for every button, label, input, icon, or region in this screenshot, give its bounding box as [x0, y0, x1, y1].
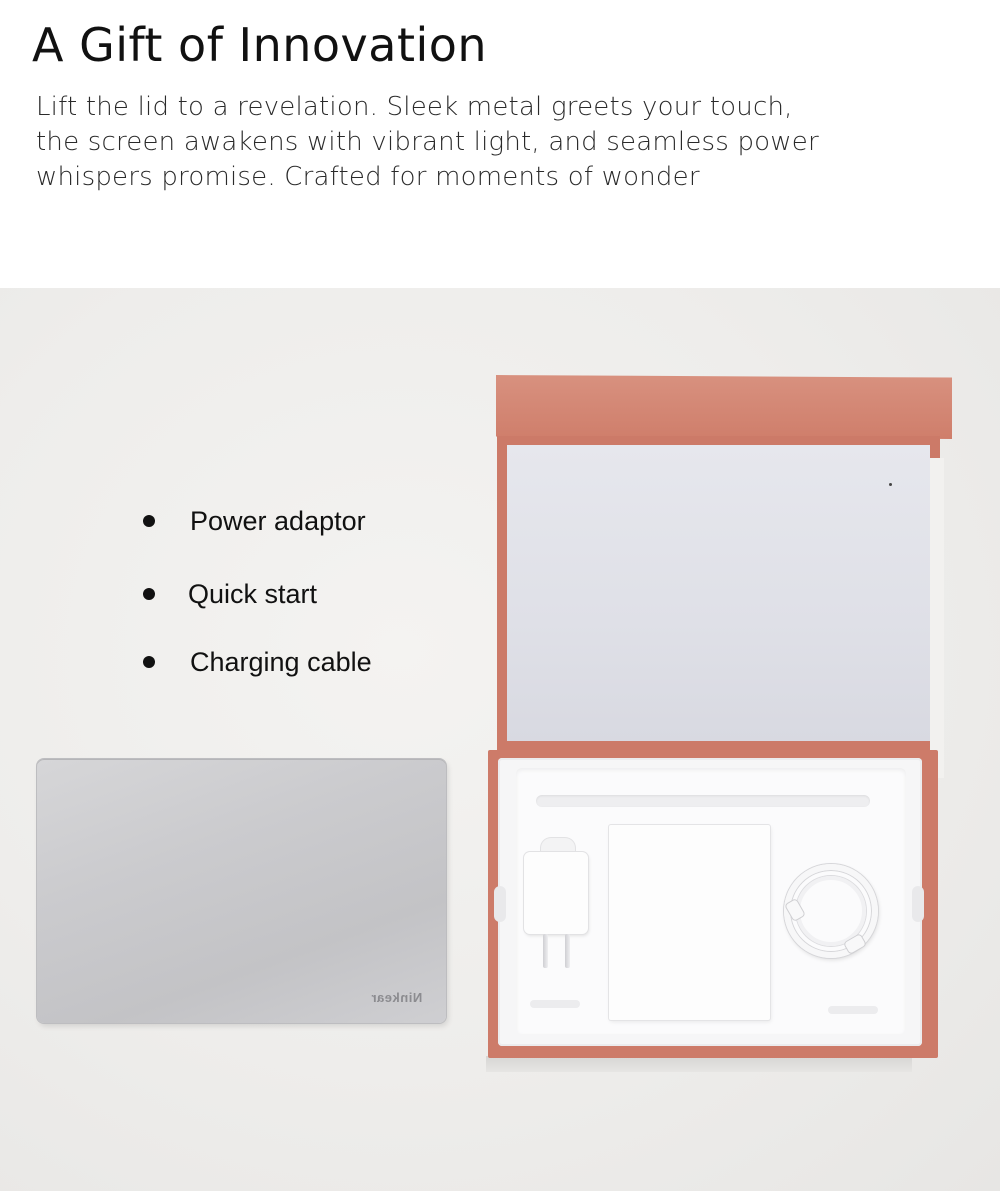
tray-tab — [912, 886, 924, 922]
subtitle-line: the screen awakens with vibrant light, and seamless power — [36, 127, 819, 157]
included-items-list — [0, 288, 480, 738]
adaptor-pin — [565, 934, 570, 968]
box-shadow — [486, 1056, 912, 1072]
tray-tab — [494, 886, 506, 922]
laptop-logo: Ninkear — [370, 990, 422, 1005]
subtitle-line: Lift the lid to a revelation. Sleek metal greets your touch, — [36, 92, 793, 122]
power-adaptor — [524, 852, 588, 934]
bullet-icon — [143, 656, 155, 668]
tray-notch — [530, 1000, 580, 1008]
box-lid-flap — [496, 375, 952, 439]
tray-notch — [828, 1006, 878, 1014]
box-lid-edge — [930, 458, 944, 778]
page-title: A Gift of Innovation — [32, 18, 488, 72]
lid-speck — [889, 483, 892, 486]
laptop-lid — [37, 759, 446, 1023]
bullet-icon — [143, 588, 155, 600]
adaptor-pin — [543, 934, 548, 968]
subtitle-line: whispers promise. Crafted for moments of wonder — [36, 162, 700, 192]
list-item-label: Quick start — [188, 579, 318, 609]
box-lid-interior — [507, 445, 930, 741]
tray-slot — [536, 795, 870, 807]
header-section — [0, 0, 1000, 288]
quick-start-card — [609, 825, 770, 1020]
list-item-label: Charging cable — [190, 647, 372, 677]
product-photo — [0, 288, 1000, 1191]
page-subtitle — [36, 90, 966, 195]
bullet-icon — [143, 515, 155, 527]
list-item-label: Power adaptor — [190, 506, 366, 536]
